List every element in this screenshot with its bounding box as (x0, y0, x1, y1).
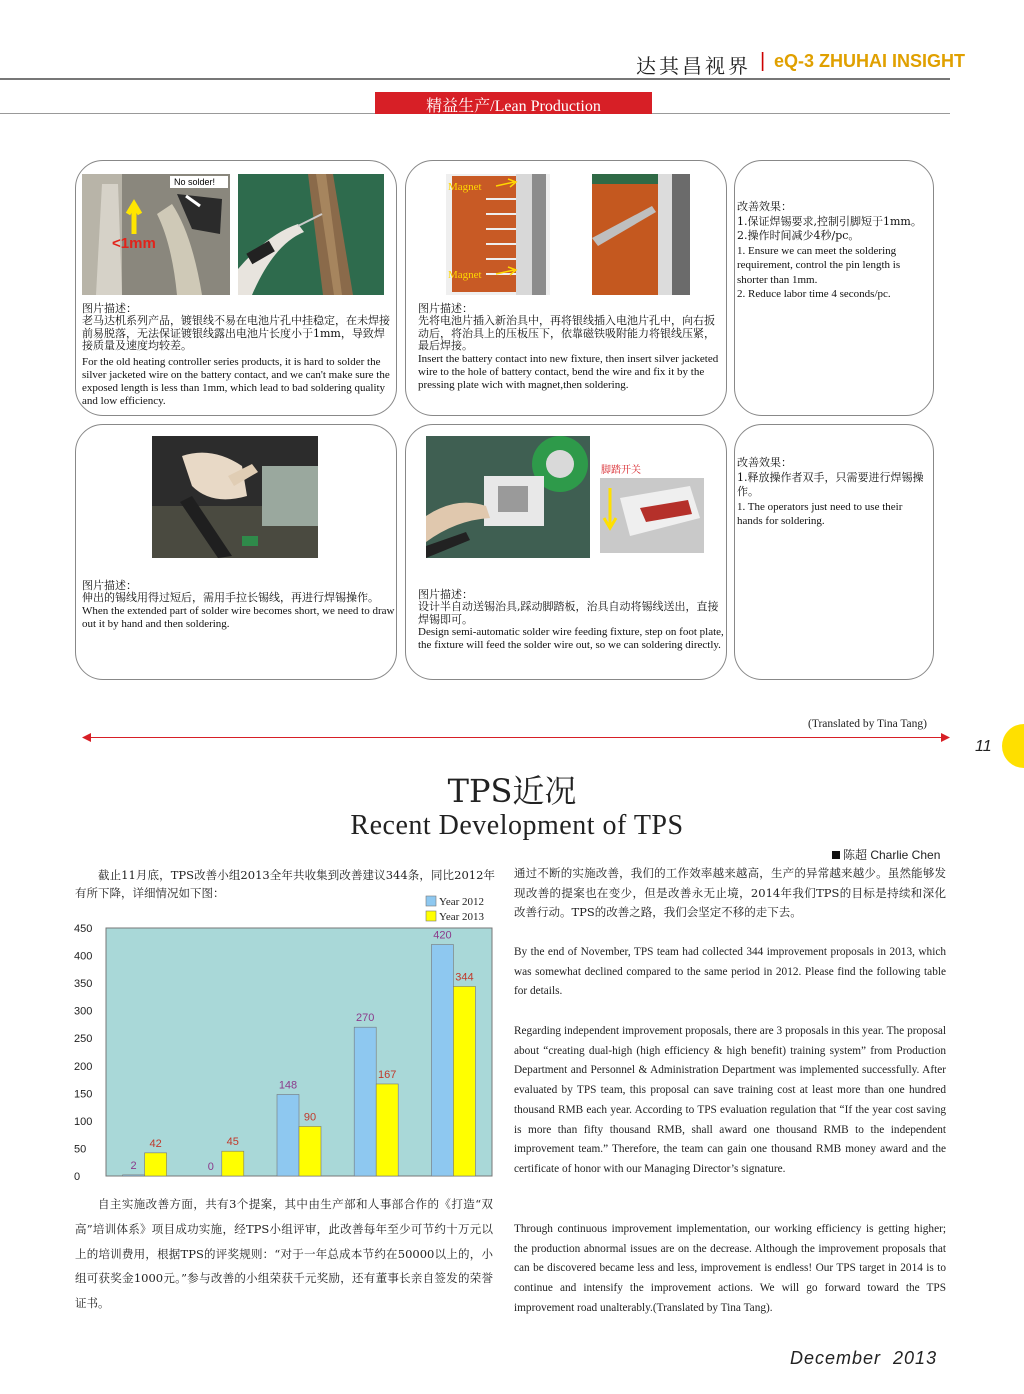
caption-cn: 先将电池片插入新治具中，再将银线插入电池片孔中，向右扳动后，将治具上的压板压下，依靠磁铁吸附能力将银线压紧，最后焊接。 (418, 314, 715, 353)
caption-en: When the extended part of solder wire becomes short, we need to draw out it by hand and then soldering. (82, 604, 395, 630)
bar-year-2012 (354, 1027, 376, 1176)
result-text-1 (737, 200, 929, 302)
caption-cn: 伸出的锡线用得过短后，需用手拉长锡线，再进行焊锡操作。 (82, 591, 379, 605)
y-tick-label: 250 (74, 1033, 93, 1046)
caption-title: 图片描述： (82, 302, 137, 315)
bar-year-2013 (453, 986, 475, 1176)
size-tag: <1mm (112, 235, 156, 252)
masthead-english: eQ-3 ZHUHAI INSIGHT (774, 51, 966, 71)
caption-cn: 老马达机系列产品，镀银线不易在电池片孔中挂稳定，在未焊接前易脱落，无法保证镀银线露出电池片长度小于1mm，导致焊接质量及速度均较差。 (82, 314, 390, 353)
data-label: 344 (455, 971, 474, 984)
caption-cn: 设计半自动送锡治具,踩动脚踏板，治具自动将锡线送出，直接焊锡即可。 (418, 600, 719, 626)
caption-title: 图片描述： (82, 579, 137, 592)
result-title: 改善效果： (737, 456, 792, 469)
photo-fixture-magnet (446, 174, 550, 295)
caption-title: 图片描述： (418, 302, 473, 315)
magnet-label-bottom: Magnet (448, 269, 482, 281)
data-label: 420 (433, 929, 452, 942)
y-tick-label: 350 (74, 978, 93, 991)
data-label: 90 (303, 1111, 317, 1124)
result-line: 1.释放操作者双手，只需要进行焊锡操作。 (737, 470, 924, 498)
body-paragraph-en-3: Through continuous improvement implementation, our working efficiency is getting higher; the production abnormal issues are on the decrease. Although the improvement proposals that can be discovered became less and less, improvement is endless! Our TPS target in 2014 is to continue and intensify the improvement actions. We will go forward toward the TPS improvement road unalterably.(Translated by Tina Tang). (514, 1223, 946, 1314)
legend-label: Year 2012 (439, 896, 485, 908)
caption-panel-1 (82, 303, 395, 408)
body-paragraph-en-1: By the end of November, TPS team had collected 344 improvement proposals in 2013, which was somewhat declined compared to the same period in 2012. Please find the following table for details. (514, 946, 946, 998)
header-rule (0, 78, 950, 80)
y-tick-label: 400 (74, 950, 93, 963)
masthead-chinese: 达其昌视界 (636, 54, 751, 78)
result-title: 改善效果： (737, 200, 792, 213)
result-line: 1.保证焊锡要求,控制引脚短于1mm。 (737, 214, 922, 228)
data-label: 0 (207, 1161, 214, 1173)
data-label: 148 (278, 1079, 298, 1092)
bar-year-2012 (277, 1094, 299, 1176)
article-title-cn: TPS近况 (447, 772, 577, 810)
photo-pin-closeup (82, 174, 230, 295)
author-name: 陈超 Charlie Chen (843, 848, 941, 862)
photo-hand-soldering (152, 436, 318, 558)
issue-date: December 2013 (790, 1348, 938, 1368)
data-label: 2 (130, 1159, 137, 1172)
section-banner (375, 92, 652, 114)
y-tick-label: 100 (74, 1115, 93, 1128)
y-tick-label: 300 (74, 1005, 93, 1018)
bar-year-2013 (376, 1084, 398, 1176)
author-byline (832, 846, 940, 863)
bar-year-2012 (123, 1175, 145, 1176)
result-line: 1. Ensure we can meet the soldering requirement, control the pin length is shorter than 1mm. (737, 244, 901, 286)
bar-year-2013 (145, 1153, 167, 1176)
legend-swatch (426, 911, 436, 921)
y-tick-label: 0 (74, 1171, 81, 1183)
result-line: 1. The operators just need to use their hands for soldering. (737, 500, 903, 527)
body-paragraph-cn-3: 通过不断的实施改善，我们的工作效率越来越高，生产的异常越来越少。虽然能够发现改善的提案也在变少，但是改善永无止境，2014年我们TPS的目标是持续和深化改善行动。TPS的改善之路，我们会坚定不移的走下去。 (514, 866, 946, 919)
data-label: 167 (378, 1068, 397, 1081)
result-text-2 (737, 456, 929, 529)
section-label: 精益生产/Lean Production (426, 98, 601, 115)
caption-panel-2 (418, 303, 725, 392)
y-tick-label: 450 (74, 923, 93, 935)
y-tick-label: 200 (74, 1060, 93, 1073)
photo-soldering-strip (238, 174, 384, 295)
caption-panel-4 (82, 580, 395, 631)
caption-title: 图片描述： (418, 588, 473, 601)
result-line: 2.操作时间减少4秒/pc。 (737, 229, 860, 242)
y-tick-label: 150 (74, 1088, 93, 1101)
article-title-en: Recent Development of TPS (350, 810, 684, 841)
photo-foot-pedal (600, 478, 704, 553)
caption-en: For the old heating controller series products, it is hard to solder the silver jacketed wire on the battery contact, and we can't make sure the exposed length is less than 1mm, which lead to bad soldering quality and low efficiency. (82, 355, 390, 407)
legend-label: Year 2013 (439, 911, 485, 923)
body-paragraph-cn-2: 自主实施改善方面，共有3个提案，其中由生产部和人事部合作的《打造“双高”培训体系》项目成功实施，经TPS小组评审，此改善每年至少可节约十万元以上的培训费用，根据TPS的评奖规则：“对于一年总成本节约在50000以上的，小组可获奖金1000元。”参与改善的小组荣获千元奖励，还有董事长亲自签发的荣誉证书。 (75, 1197, 493, 1311)
caption-panel-5 (418, 589, 725, 652)
bar-year-2012 (431, 945, 453, 1176)
photo-feeder-fixture (426, 436, 590, 558)
masthead-separator: | (760, 50, 766, 72)
intro-paragraph-cn: 截止11月底，TPS改善小组2013全年共收集到改善建议344条，同比2012年有所下降，详细情况如下图： (75, 868, 495, 900)
photo-fixture-plate (592, 174, 690, 295)
result-line: 2. Reduce labor time 4 seconds/pc. (737, 288, 891, 300)
caption-en: Design semi-automatic solder wire feeding fixture, step on foot plate, the fixture will feed the solder wire out, so we can soldering directly. (418, 626, 724, 652)
page-tab (1002, 724, 1024, 768)
body-paragraph-en-2: Regarding independent improvement proposals, there are 3 proposals in this year. The proposal about “creating dual-high (high efficiency & high benefit) training system” from Production Department and Personnel & Administration Department was implemented successfully. After evaluated by TPS team, this proposal can save training cost at least more than one hundred thousand RMB each year. According to TPS evaluation regulation that “If the year cost saving is more than fifty thousand RMB, shall award one thousand RMB to the independent improvement team.” Therefore, the team can gain one thousand RMB money award and the certificate of honor with our Managing Director’s signature. (514, 1025, 946, 1175)
y-tick-label: 50 (74, 1143, 87, 1156)
data-label: 270 (356, 1012, 375, 1025)
caption-en: Insert the battery contact into new fixture, then insert silver jacketed wire to the hole of battery contact, bend the wire and fix it by the pressing plate wich with magnet,then soldering. (418, 352, 719, 391)
page-number: 11 (975, 738, 992, 755)
translator-note: (Translated by Tina Tang) (808, 718, 927, 730)
square-bullet-icon (832, 851, 840, 859)
pedal-label: 脚踏开关 (601, 465, 641, 476)
legend-swatch (426, 896, 436, 906)
data-label: 45 (226, 1136, 239, 1149)
no-solder-tag: No solder! (174, 177, 216, 187)
bar-year-2013 (299, 1126, 321, 1176)
double-arrow-divider (82, 733, 950, 742)
bar-year-2013 (222, 1151, 244, 1176)
proposal-bar-chart (60, 888, 500, 1188)
data-label: 42 (149, 1137, 162, 1150)
magnet-label-top: Magnet (448, 181, 482, 193)
